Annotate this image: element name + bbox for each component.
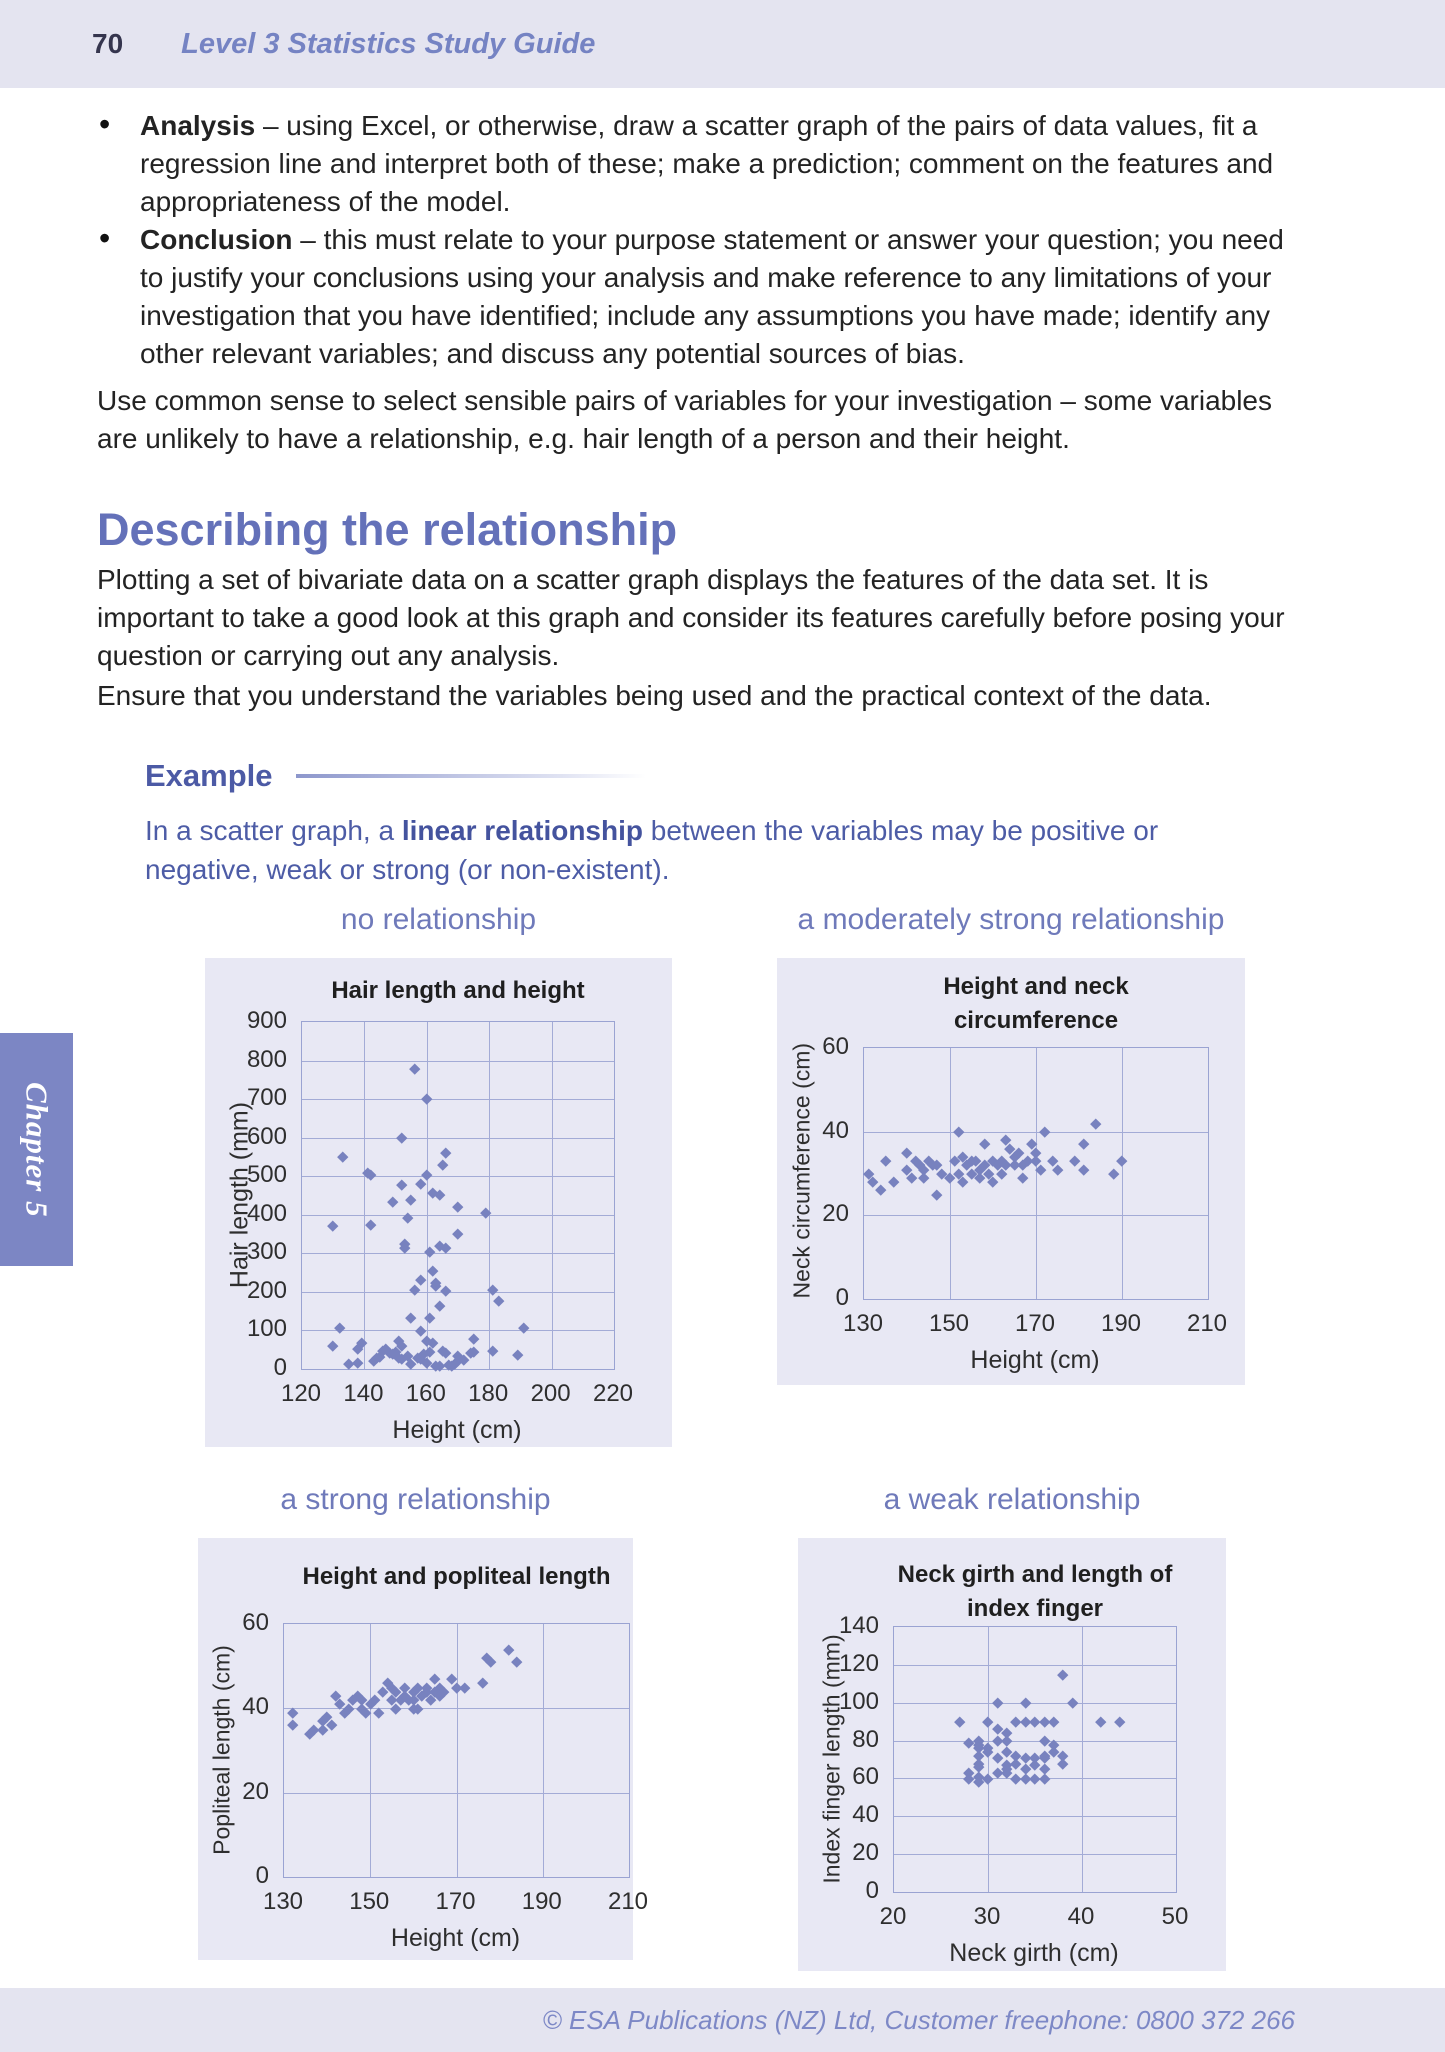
y-tick-label: 20 <box>852 1839 879 1867</box>
chapter-tab <box>0 1033 73 1266</box>
y-tick-label: 60 <box>822 1033 849 1060</box>
gridline-horizontal <box>302 1099 614 1100</box>
x-tick-label: 200 <box>530 1380 571 1407</box>
data-point <box>1069 1156 1080 1167</box>
x-tick-label: 150 <box>349 1888 390 1915</box>
data-point <box>992 1752 1003 1763</box>
chart-title: Neck girth and length of index finger <box>897 1561 1173 1622</box>
data-point <box>512 1657 523 1668</box>
data-point <box>328 1341 339 1352</box>
data-point <box>468 1334 479 1345</box>
caption-no-relationship: no relationship <box>340 903 537 936</box>
data-point <box>1067 1697 1078 1708</box>
chart-height-popliteal-length <box>198 1538 649 1960</box>
plot-area <box>283 1623 630 1878</box>
data-point <box>1020 1697 1031 1708</box>
gridline-vertical <box>457 1624 458 1877</box>
bullet-term: Analysis <box>140 110 256 141</box>
example-intro-post: between the variables may be positive or negative, weak or strong (or non-existent). <box>145 815 1159 885</box>
y-tick-label: 40 <box>822 1116 849 1144</box>
gridline-horizontal <box>302 1253 614 1254</box>
gridline-horizontal <box>302 1330 614 1331</box>
y-axis-label: Index finger length (mm) <box>818 1633 844 1884</box>
data-point <box>440 1148 451 1159</box>
gridline-horizontal <box>894 1703 1176 1704</box>
data-point <box>1095 1716 1106 1727</box>
y-tick-label: 400 <box>246 1199 287 1227</box>
bullet-item-conclusion <box>97 221 1295 373</box>
data-point <box>343 1359 354 1370</box>
gridline-horizontal <box>284 1793 629 1794</box>
data-point <box>1058 1669 1069 1680</box>
caption-strong: a strong relationship <box>280 1483 551 1516</box>
data-point <box>365 1170 376 1181</box>
data-point <box>1091 1118 1102 1129</box>
gridline-horizontal <box>302 1061 614 1062</box>
gridline-horizontal <box>302 1176 614 1177</box>
x-axis-label: Height (cm) <box>970 1346 1100 1374</box>
data-point <box>337 1152 348 1163</box>
y-tick-label: 140 <box>838 1612 879 1639</box>
data-point <box>902 1147 913 1158</box>
example-intro <box>145 811 1175 889</box>
data-point <box>421 1094 432 1105</box>
gridline-vertical <box>1082 1627 1083 1892</box>
page-number: 70 <box>92 28 124 59</box>
data-point <box>397 1132 408 1143</box>
y-tick-label: 60 <box>242 1609 269 1636</box>
data-point <box>415 1274 426 1285</box>
data-point <box>1078 1139 1089 1150</box>
y-tick-label: 600 <box>246 1122 287 1150</box>
caption-weak: a weak relationship <box>883 1483 1141 1516</box>
gridline-horizontal <box>284 1708 629 1709</box>
bullet-text: – this must relate to your purpose statement or answer your question; you need to justify your conclusions using your analysis and make reference to any limitations of your investigation that you have identified; include any assumptions you have made; identify any other relevant variables; and discuss any potential sources of bias. <box>140 224 1284 369</box>
y-tick-label: 40 <box>242 1693 269 1721</box>
y-tick-label: 20 <box>242 1777 269 1805</box>
data-point <box>1018 1172 1029 1183</box>
x-tick-label: 160 <box>405 1380 446 1407</box>
chapter-tab-label: Chapter 5 <box>19 1081 55 1218</box>
chart-neck-girth-index-finger <box>798 1538 1226 1971</box>
paragraph-common-sense: Use common sense to select sensible pairs of variables for your investigation – some variables are unlikely to have a relationship, e.g. hair length of a person and their height. <box>97 385 1273 454</box>
data-point <box>328 1221 339 1232</box>
gridline-vertical <box>1036 1048 1037 1299</box>
y-tick-label: 80 <box>852 1725 879 1753</box>
x-tick-label: 130 <box>842 1310 884 1337</box>
data-point <box>460 1682 471 1693</box>
data-point <box>1001 1735 1012 1746</box>
data-point <box>1011 1773 1022 1784</box>
x-tick-label: 30 <box>973 1903 1001 1930</box>
y-tick-label: 20 <box>822 1200 849 1228</box>
x-tick-label: 210 <box>607 1888 649 1915</box>
gridline-horizontal <box>302 1292 614 1293</box>
y-tick-label: 0 <box>835 1284 849 1311</box>
data-point <box>453 1229 464 1240</box>
data-point <box>953 1126 964 1137</box>
x-axis-label: Height (cm) <box>390 1924 521 1952</box>
x-tick-label: 120 <box>280 1380 322 1407</box>
data-point <box>434 1301 445 1312</box>
x-tick-label: 220 <box>592 1380 634 1407</box>
bullet-text: – using Excel, or otherwise, draw a scatter graph of the pairs of data values, fit a regression line and interpret both of these; make a prediction; comment on the features and appropriateness of the model. <box>140 110 1274 217</box>
data-point <box>983 1773 994 1784</box>
y-tick-label: 500 <box>246 1161 287 1189</box>
example-intro-pre: In a scatter graph, a <box>145 815 402 846</box>
paragraph-plotting: Plotting a set of bivariate data on a scatter graph displays the features of the data set. It is important to take a good look at this graph and consider its features carefully before posing your question or carrying out any analysis. <box>97 564 1285 671</box>
chart-height-neck-circumference <box>777 958 1245 1385</box>
data-point <box>406 1312 417 1323</box>
x-tick-label: 190 <box>521 1888 562 1915</box>
y-axis-label: Hair length (mm) <box>225 1101 253 1288</box>
data-point <box>387 1196 398 1207</box>
data-point <box>954 1716 965 1727</box>
data-point <box>889 1177 900 1188</box>
data-point <box>979 1139 990 1150</box>
gridline-vertical <box>988 1627 989 1892</box>
bullet-list <box>97 107 1295 373</box>
example-intro-bold: linear relationship <box>401 815 643 846</box>
x-axis-label: Height (cm) <box>392 1416 522 1444</box>
x-tick-label: 170 <box>435 1888 476 1915</box>
caption-moderately-strong: a moderately strong relationship <box>797 903 1225 936</box>
x-tick-label: 210 <box>1186 1310 1228 1337</box>
data-point <box>477 1678 488 1689</box>
paragraph-ensure: Ensure that you understand the variables being used and the practical context of the data. <box>97 680 1212 711</box>
data-point <box>503 1644 514 1655</box>
x-tick-label: 130 <box>262 1888 304 1915</box>
x-tick-label: 150 <box>928 1310 970 1337</box>
data-point <box>518 1322 529 1333</box>
data-point <box>453 1201 464 1212</box>
y-tick-label: 100 <box>838 1687 879 1715</box>
chart-title: Height and neck circumference <box>943 973 1129 1034</box>
x-tick-label: 190 <box>1100 1310 1142 1337</box>
data-point <box>409 1063 420 1074</box>
data-point <box>486 1657 497 1668</box>
chart-title: Height and popliteal length <box>302 1563 611 1590</box>
data-point <box>415 1178 426 1189</box>
data-point <box>983 1716 994 1727</box>
data-point <box>493 1296 504 1307</box>
gridline-vertical <box>489 1022 490 1369</box>
plot-area <box>301 1021 615 1370</box>
data-point <box>876 1185 887 1196</box>
plot-area <box>863 1047 1209 1300</box>
y-tick-label: 100 <box>246 1315 287 1343</box>
data-point <box>1078 1164 1089 1175</box>
chart-hair-length-height <box>205 958 672 1447</box>
example-rule-line <box>296 774 646 778</box>
data-point <box>428 1265 439 1276</box>
data-point <box>1117 1156 1128 1167</box>
page-footer <box>0 1988 1445 2052</box>
gridline-horizontal <box>864 1215 1208 1216</box>
gridline-horizontal <box>894 1816 1176 1817</box>
gridline-horizontal <box>302 1215 614 1216</box>
y-tick-label: 0 <box>255 1862 269 1889</box>
data-point <box>1039 1126 1050 1137</box>
gridline-horizontal <box>864 1132 1208 1133</box>
data-point <box>353 1357 364 1368</box>
data-point <box>437 1159 448 1170</box>
x-tick-label: 20 <box>879 1903 907 1930</box>
data-point <box>964 1737 975 1748</box>
section-heading: Describing the relationship <box>97 504 678 555</box>
y-tick-label: 120 <box>838 1649 879 1677</box>
data-point <box>1114 1716 1125 1727</box>
data-point <box>988 1177 999 1188</box>
data-point <box>421 1170 432 1181</box>
page-header <box>0 0 1445 88</box>
gridline-vertical <box>552 1022 553 1369</box>
data-point <box>287 1720 298 1731</box>
data-point <box>958 1177 969 1188</box>
data-point <box>409 1284 420 1295</box>
x-axis-label: Neck girth (cm) <box>949 1939 1119 1967</box>
data-point <box>992 1697 1003 1708</box>
y-tick-label: 800 <box>246 1045 287 1073</box>
data-point <box>932 1189 943 1200</box>
y-tick-label: 700 <box>246 1084 287 1112</box>
data-point <box>1108 1168 1119 1179</box>
data-point <box>512 1350 523 1361</box>
gridline-vertical <box>1122 1048 1123 1299</box>
bullet-item-analysis <box>97 107 1295 221</box>
chart-title: Hair length and height <box>331 977 585 1004</box>
gridline-horizontal <box>894 1854 1176 1855</box>
data-point <box>334 1322 345 1333</box>
gridline-vertical <box>543 1624 544 1877</box>
gridline-horizontal <box>894 1665 1176 1666</box>
plot-area <box>893 1626 1177 1893</box>
data-point <box>440 1286 451 1297</box>
data-point <box>1011 1750 1022 1761</box>
data-point <box>406 1194 417 1205</box>
example-heading: Example <box>145 758 273 793</box>
gridline-vertical <box>370 1624 371 1877</box>
y-axis-label: Popliteal length (cm) <box>208 1644 234 1855</box>
x-tick-label: 170 <box>1014 1310 1056 1337</box>
data-point <box>1039 1773 1050 1784</box>
y-tick-label: 0 <box>273 1354 287 1381</box>
x-tick-label: 40 <box>1067 1903 1095 1930</box>
y-axis-label: Neck circumference (cm) <box>788 1042 814 1298</box>
data-point <box>1058 1750 1069 1761</box>
footer-text: © ESA Publications (NZ) Ltd, Customer freephone: 0800 372 266 <box>542 2004 1295 2035</box>
x-tick-label: 180 <box>468 1380 509 1407</box>
book-title: Level 3 Statistics Study Guide <box>181 27 596 60</box>
data-point <box>415 1326 426 1337</box>
bullet-term: Conclusion <box>140 224 293 255</box>
y-tick-label: 40 <box>852 1801 879 1829</box>
x-tick-label: 50 <box>1161 1903 1189 1930</box>
y-tick-label: 300 <box>246 1238 287 1266</box>
y-tick-label: 0 <box>865 1877 879 1904</box>
x-tick-label: 140 <box>343 1380 384 1407</box>
gridline-vertical <box>364 1022 365 1369</box>
data-point <box>1052 1164 1063 1175</box>
data-point <box>1048 1716 1059 1727</box>
y-tick-label: 60 <box>852 1763 879 1791</box>
data-point <box>397 1180 408 1191</box>
gridline-horizontal <box>302 1138 614 1139</box>
data-point <box>880 1156 891 1167</box>
data-point <box>365 1219 376 1230</box>
y-tick-label: 200 <box>246 1276 287 1304</box>
y-tick-label: 900 <box>246 1007 287 1034</box>
gridline-horizontal <box>894 1741 1176 1742</box>
